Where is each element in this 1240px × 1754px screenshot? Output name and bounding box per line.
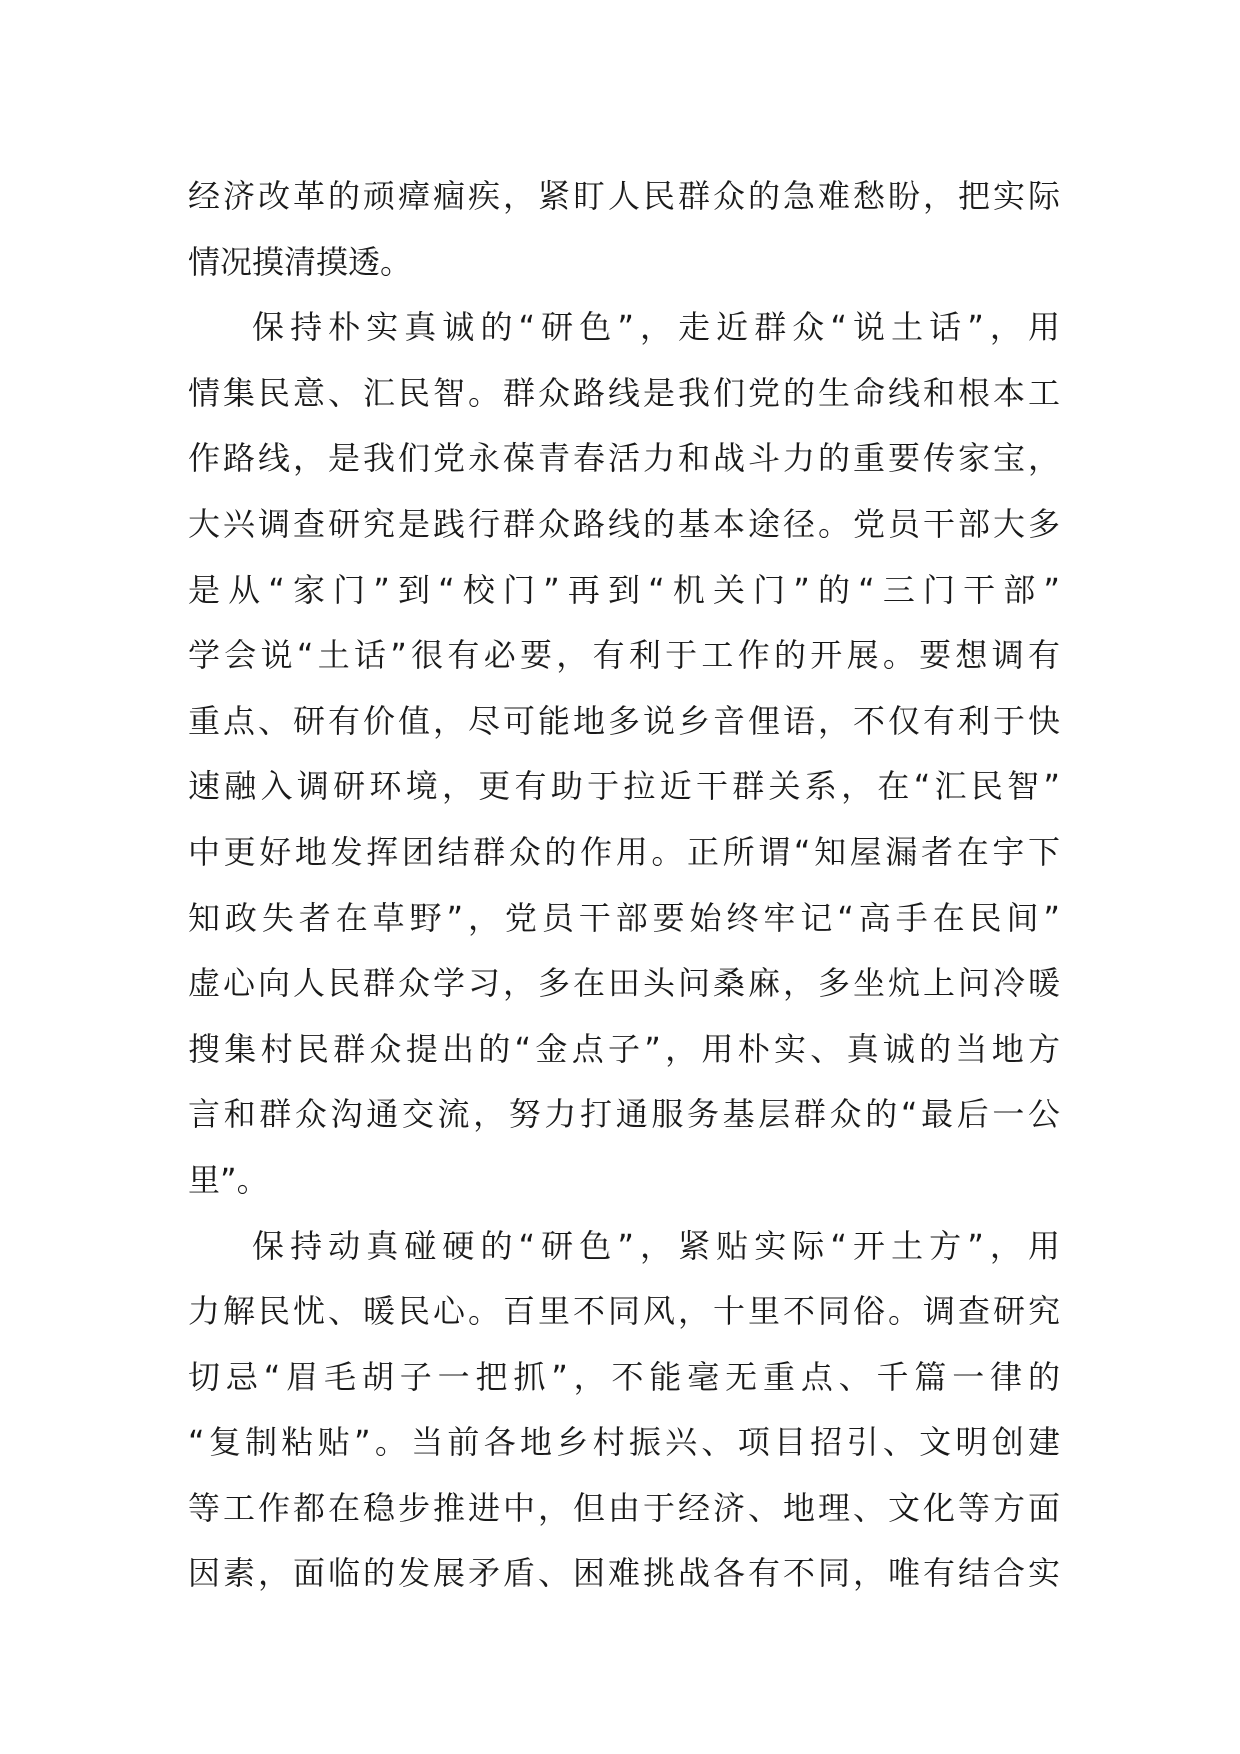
text-line: 因素，面临的发展矛盾、困难挑战各有不同，唯有结合实 (188, 1554, 1060, 1593)
text-line: 搜集村民群众提出的“金点子”，用朴实、真诚的当地方 (188, 1029, 1060, 1068)
text-line: 里”。 (188, 1160, 269, 1199)
document-body (188, 164, 1060, 1607)
text-line: 切忌“眉毛胡子一把抓”，不能毫无重点、千篇一律的 (188, 1357, 1060, 1396)
paragraph-first-line: 保持朴实真诚的“研色”，走近群众“说土话”，用 (252, 308, 1060, 347)
text-line: 知政失者在草野”，党员干部要始终牢记“高手在民间” (188, 898, 1060, 937)
text-line: 等工作都在稳步推进中，但由于经济、地理、文化等方面 (188, 1488, 1060, 1527)
text-line: 中更好地发挥团结群众的作用。正所谓“知屋漏者在宇下 (188, 832, 1060, 871)
text-line: “复制粘贴”。当前各地乡村振兴、项目招引、文明创建 (188, 1423, 1060, 1462)
text-line: 虚心向人民群众学习，多在田头问桑麻，多坐炕上问冷暖 (188, 964, 1060, 1003)
text-line: 情况摸清摸透。 (188, 242, 413, 281)
text-line: 大兴调查研究是践行群众路线的基本途径。党员干部大多 (188, 504, 1060, 543)
text-line: 是从“家门”到“校门”再到“机关门”的“三门干部” (188, 570, 1060, 609)
text-line: 情集民意、汇民智。群众路线是我们党的生命线和根本工 (188, 373, 1060, 412)
text-line: 速融入调研环境，更有助于拉近干群关系，在“汇民智” (188, 767, 1060, 806)
text-line: 言和群众沟通交流，努力打通服务基层群众的“最后一公 (188, 1095, 1060, 1134)
text-line: 作路线，是我们党永葆青春活力和战斗力的重要传家宝， (188, 439, 1060, 478)
text-line: 经济改革的顽瘴痼疾，紧盯人民群众的急难愁盼，把实际 (188, 177, 1060, 215)
text-line: 学会说“土话”很有必要，有利于工作的开展。要想调有 (188, 636, 1060, 675)
text-line: 力解民忧、暖民心。百里不同风，十里不同俗。调查研究 (188, 1292, 1060, 1331)
text-line: 重点、研有价值，尽可能地多说乡音俚语，不仅有利于快 (188, 701, 1060, 740)
paragraph-first-line: 保持动真碰硬的“研色”，紧贴实际“开土方”，用 (252, 1226, 1060, 1265)
